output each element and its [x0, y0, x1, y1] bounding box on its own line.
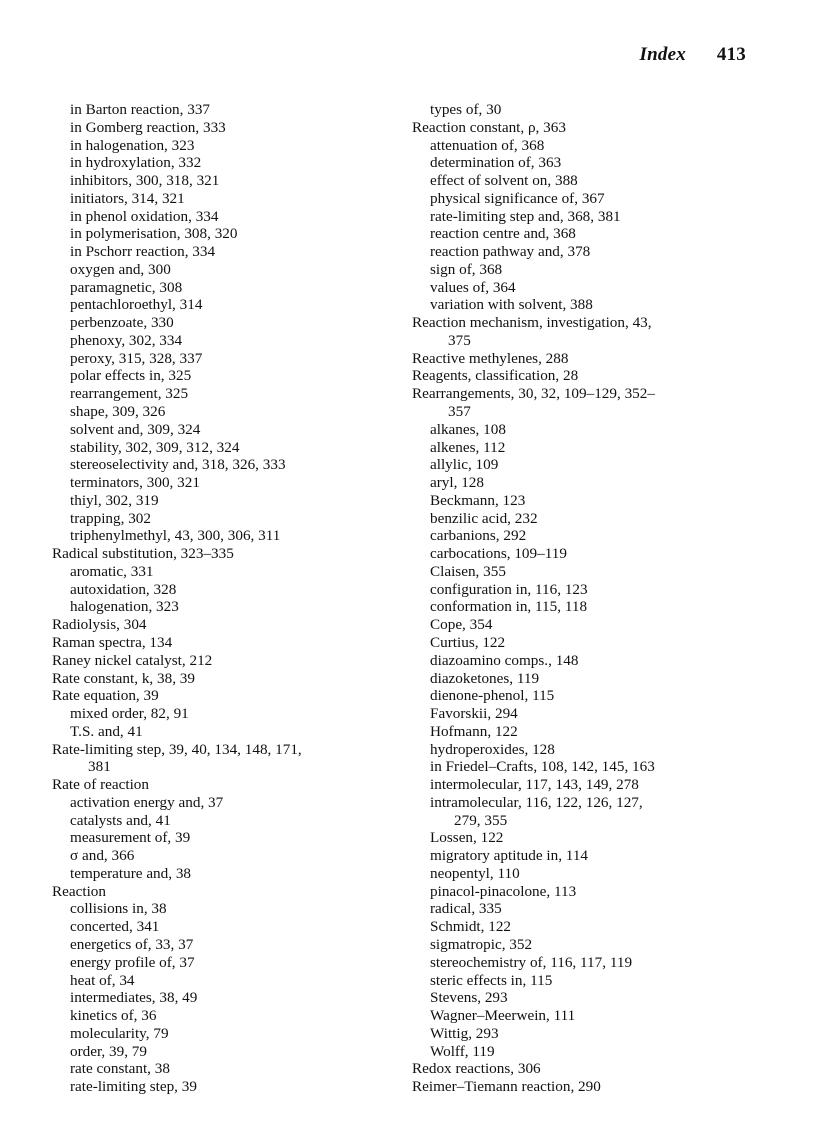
- index-subentry: paramagnetic, 308: [70, 278, 183, 296]
- index-subentry: Wagner–Meerwein, 111: [430, 1007, 576, 1025]
- index-subentry: in Pschorr reaction, 334: [70, 243, 216, 261]
- index-subentry: steric effects in, 115: [430, 971, 553, 989]
- index-entry: Rate equation, 39: [52, 687, 159, 705]
- index-subentry: 375: [448, 331, 471, 349]
- index-subentry: physical significance of, 367: [430, 189, 605, 207]
- index-entry: Reaction mechanism, investigation, 43,: [412, 314, 652, 332]
- index-subentry: effect of solvent on, 388: [430, 172, 578, 190]
- running-head-title: Index: [639, 44, 686, 65]
- index-subentry: Lossen, 122: [430, 829, 504, 847]
- index-subentry: peroxy, 315, 328, 337: [70, 349, 203, 367]
- index-subentry: halogenation, 323: [70, 598, 179, 616]
- index-subentry: alkenes, 112: [430, 438, 506, 456]
- index-subentry: diazoketones, 119: [430, 669, 540, 687]
- index-subentry: aryl, 128: [430, 474, 484, 492]
- index-subentry: phenoxy, 302, 334: [70, 331, 183, 349]
- index-subentry: determination of, 363: [430, 154, 562, 172]
- page-number: 413: [716, 44, 746, 65]
- index-subentry: stereoselectivity and, 318, 326, 333: [70, 456, 286, 474]
- index-subentry: Stevens, 293: [430, 989, 508, 1007]
- index-subentry: energetics of, 33, 37: [70, 935, 194, 953]
- index-subentry: mixed order, 82, 91: [70, 705, 189, 723]
- index-subentry: in halogenation, 323: [70, 136, 195, 154]
- index-column-left: [52, 101, 407, 1096]
- index-column-right: [412, 101, 762, 1096]
- index-entry: Rearrangements, 30, 32, 109–129, 352–: [412, 385, 655, 403]
- page-header: [640, 44, 746, 66]
- index-subentry: variation with solvent, 388: [430, 296, 593, 314]
- index-subentry: rearrangement, 325: [70, 385, 189, 403]
- index-subentry: types of, 30: [430, 101, 502, 118]
- index-subentry: 357: [448, 403, 471, 421]
- index-subentry: heat of, 34: [70, 971, 135, 989]
- index-subentry: in Barton reaction, 337: [70, 101, 211, 118]
- index-subentry: in hydroxylation, 332: [70, 154, 202, 172]
- index-subentry: configuration in, 116, 123: [430, 580, 588, 598]
- index-subentry: 279, 355: [454, 811, 508, 829]
- index-subentry: triphenylmethyl, 43, 300, 306, 311: [70, 527, 281, 545]
- index-subentry: Schmidt, 122: [430, 918, 512, 936]
- index-subentry: pinacol-pinacolone, 113: [430, 882, 577, 900]
- index-subentry: pentachloroethyl, 314: [70, 296, 203, 314]
- index-subentry: Favorskii, 294: [430, 705, 518, 723]
- index-subentry: intramolecular, 116, 122, 126, 127,: [430, 793, 643, 811]
- index-subentry: initiators, 314, 321: [70, 189, 185, 207]
- index-entry: Reaction: [52, 882, 106, 900]
- index-subentry: stereochemistry of, 116, 117, 119: [430, 953, 633, 971]
- index-subentry: activation energy and, 37: [70, 793, 224, 811]
- index-subentry: Wittig, 293: [430, 1024, 499, 1042]
- index-subentry: values of, 364: [430, 278, 516, 296]
- index-subentry: rate constant, 38: [70, 1060, 170, 1078]
- index-subentry: trapping, 302: [70, 509, 151, 527]
- index-subentry: rate-limiting step and, 368, 381: [430, 207, 621, 225]
- index-subentry: terminators, 300, 321: [70, 474, 200, 492]
- index-subentry: reaction centre and, 368: [430, 225, 576, 243]
- index-subentry: σ and, 366: [70, 847, 135, 865]
- index-entry: Raney nickel catalyst, 212: [52, 651, 213, 669]
- index-entry: Rate-limiting step, 39, 40, 134, 148, 171,: [52, 740, 302, 758]
- index-subentry: kinetics of, 36: [70, 1007, 157, 1025]
- index-subentry: stability, 302, 309, 312, 324: [70, 438, 240, 456]
- index-entry: Radiolysis, 304: [52, 616, 147, 634]
- index-subentry: diazoamino comps., 148: [430, 651, 579, 669]
- index-subentry: Cope, 354: [430, 616, 493, 634]
- index-subentry: intermolecular, 117, 143, 149, 278: [430, 776, 639, 794]
- index-subentry: sign of, 368: [430, 260, 503, 278]
- index-subentry: T.S. and, 41: [70, 722, 143, 740]
- index-subentry: Curtius, 122: [430, 633, 506, 651]
- index-subentry: dienone-phenol, 115: [430, 687, 555, 705]
- index-subentry: order, 39, 79: [70, 1042, 147, 1060]
- index-subentry: Beckmann, 123: [430, 491, 526, 509]
- index-subentry: thiyl, 302, 319: [70, 491, 159, 509]
- index-subentry: aromatic, 331: [70, 562, 154, 580]
- index-subentry: neopentyl, 110: [430, 864, 520, 882]
- index-subentry: molecularity, 79: [70, 1024, 169, 1042]
- index-entry: Radical substitution, 323–335: [52, 545, 234, 563]
- index-subentry: hydroperoxides, 128: [430, 740, 555, 758]
- index-subentry: carbocations, 109–119: [430, 545, 567, 563]
- index-subentry: intermediates, 38, 49: [70, 989, 198, 1007]
- index-subentry: temperature and, 38: [70, 864, 192, 882]
- index-subentry: rate-limiting step, 39: [70, 1078, 197, 1096]
- index-subentry: polar effects in, 325: [70, 367, 192, 385]
- index-subentry: allylic, 109: [430, 456, 499, 474]
- index-subentry: solvent and, 309, 324: [70, 420, 201, 438]
- index-subentry: reaction pathway and, 378: [430, 243, 591, 261]
- index-subentry: concerted, 341: [70, 918, 160, 936]
- index-subentry: autoxidation, 328: [70, 580, 177, 598]
- index-subentry: radical, 335: [430, 900, 502, 918]
- index-subentry: Hofmann, 122: [430, 722, 518, 740]
- index-subentry: catalysts and, 41: [70, 811, 171, 829]
- index-entry: Redox reactions, 306: [412, 1060, 541, 1078]
- index-subentry: Wolff, 119: [430, 1042, 495, 1060]
- index-entry: Reagents, classification, 28: [412, 367, 579, 385]
- index-subentry: shape, 309, 326: [70, 403, 166, 421]
- index-entry: Reaction constant, ρ, 363: [412, 118, 566, 136]
- index-subentry: benzilic acid, 232: [430, 509, 538, 527]
- index-subentry: measurement of, 39: [70, 829, 191, 847]
- index-subentry: 381: [88, 758, 111, 776]
- index-subentry: perbenzoate, 330: [70, 314, 174, 332]
- index-entry: Raman spectra, 134: [52, 633, 173, 651]
- index-subentry: in phenol oxidation, 334: [70, 207, 219, 225]
- index-entry: Rate of reaction: [52, 776, 149, 794]
- index-subentry: in polymerisation, 308, 320: [70, 225, 238, 243]
- index-subentry: carbanions, 292: [430, 527, 527, 545]
- index-subentry: sigmatropic, 352: [430, 935, 533, 953]
- index-subentry: migratory aptitude in, 114: [430, 847, 589, 865]
- index-subentry: inhibitors, 300, 318, 321: [70, 172, 220, 190]
- index-entry: Reactive methylenes, 288: [412, 349, 569, 367]
- index-entry: Rate constant, k, 38, 39: [52, 669, 195, 687]
- index-entry: Reimer–Tiemann reaction, 290: [412, 1078, 601, 1096]
- index-subentry: conformation in, 115, 118: [430, 598, 588, 616]
- index-subentry: collisions in, 38: [70, 900, 167, 918]
- index-subentry: Claisen, 355: [430, 562, 506, 580]
- index-subentry: alkanes, 108: [430, 420, 506, 438]
- index-subentry: in Friedel–Crafts, 108, 142, 145, 163: [430, 758, 655, 776]
- index-subentry: in Gomberg reaction, 333: [70, 118, 226, 136]
- index-subentry: oxygen and, 300: [70, 260, 171, 278]
- index-subentry: attenuation of, 368: [430, 136, 545, 154]
- index-subentry: energy profile of, 37: [70, 953, 195, 971]
